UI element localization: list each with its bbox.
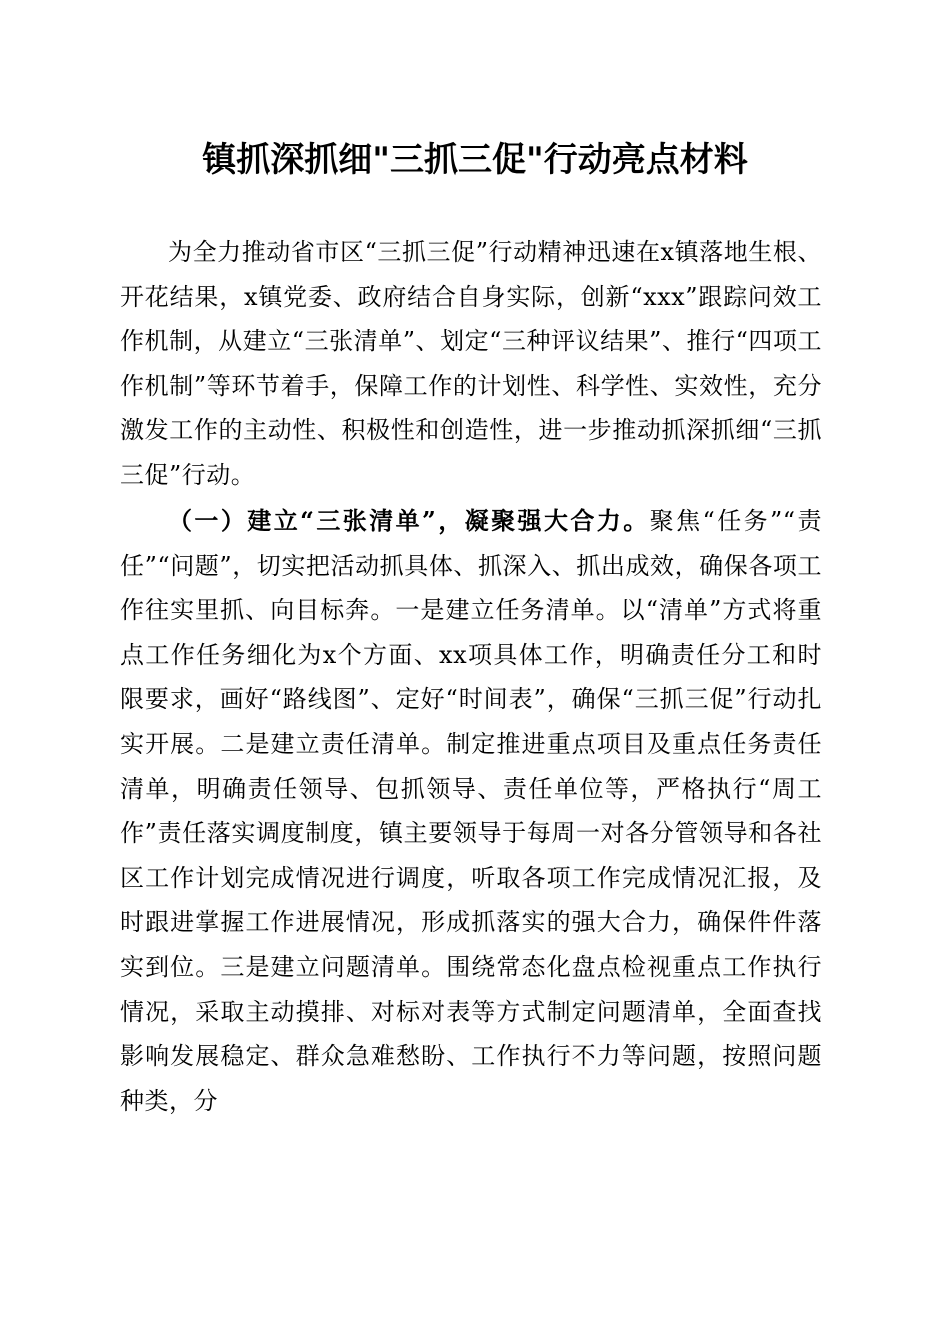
paragraph-intro-text: 为全力推动省市区“三抓三促”行动精神迅速在x镇落地生根、开花结果，x镇党委、政府结合自身实际，创新“xxx”跟踪问效工作机制，从建立“三张清单”、划定“三种评议结果”、推行“四项工作机制”等环节着手，保障工作的计划性、科学性、实效性，充分激发工作的主动性、积极性和创造性，进一步推动抓深抓细“三抓三促”行动。 — [120, 238, 822, 489]
document-title: 镇抓深抓细"三抓三促"行动亮点材料 — [202, 140, 748, 180]
section-1-heading: （一）建立“三张清单”，凝聚强大合力。 — [168, 506, 650, 535]
section-1-text: 聚焦“任务”“责任”“问题”，切实把活动抓具体、抓深入、抓出成效，确保各项工作往实里抓、向目标奔。一是建立任务清单。以“清单”方式将重点工作任务细化为x个方面、xx项具体工作，明确责任分工和时限要求，画好“路线图”、定好“时间表”，确保“三抓三促”行动扎实开展。二是建立责任清单。制定推进重点项目及重点任务责任清单，明确责任领导、包抓领导、责任单位等，严格执行“周工作”责任落实调度制度，镇主要领导于每周一对各分管领导和各社区工作计划完成情况进行调度，听取各项工作完成情况汇报，及时跟进掌握工作进展情况，形成抓落实的强大合力，确保件件落实到位。三是建立问题清单。围绕常态化盘点检视重点工作执行情况，采取主动摸排、对标对表等方式制定问题清单，全面查找影响发展稳定、群众急难愁盼、工作执行不力等问题，按照问题种类，分 — [120, 507, 823, 1115]
paragraph-intro — [120, 230, 822, 498]
paragraph-section-1 — [120, 499, 822, 1123]
